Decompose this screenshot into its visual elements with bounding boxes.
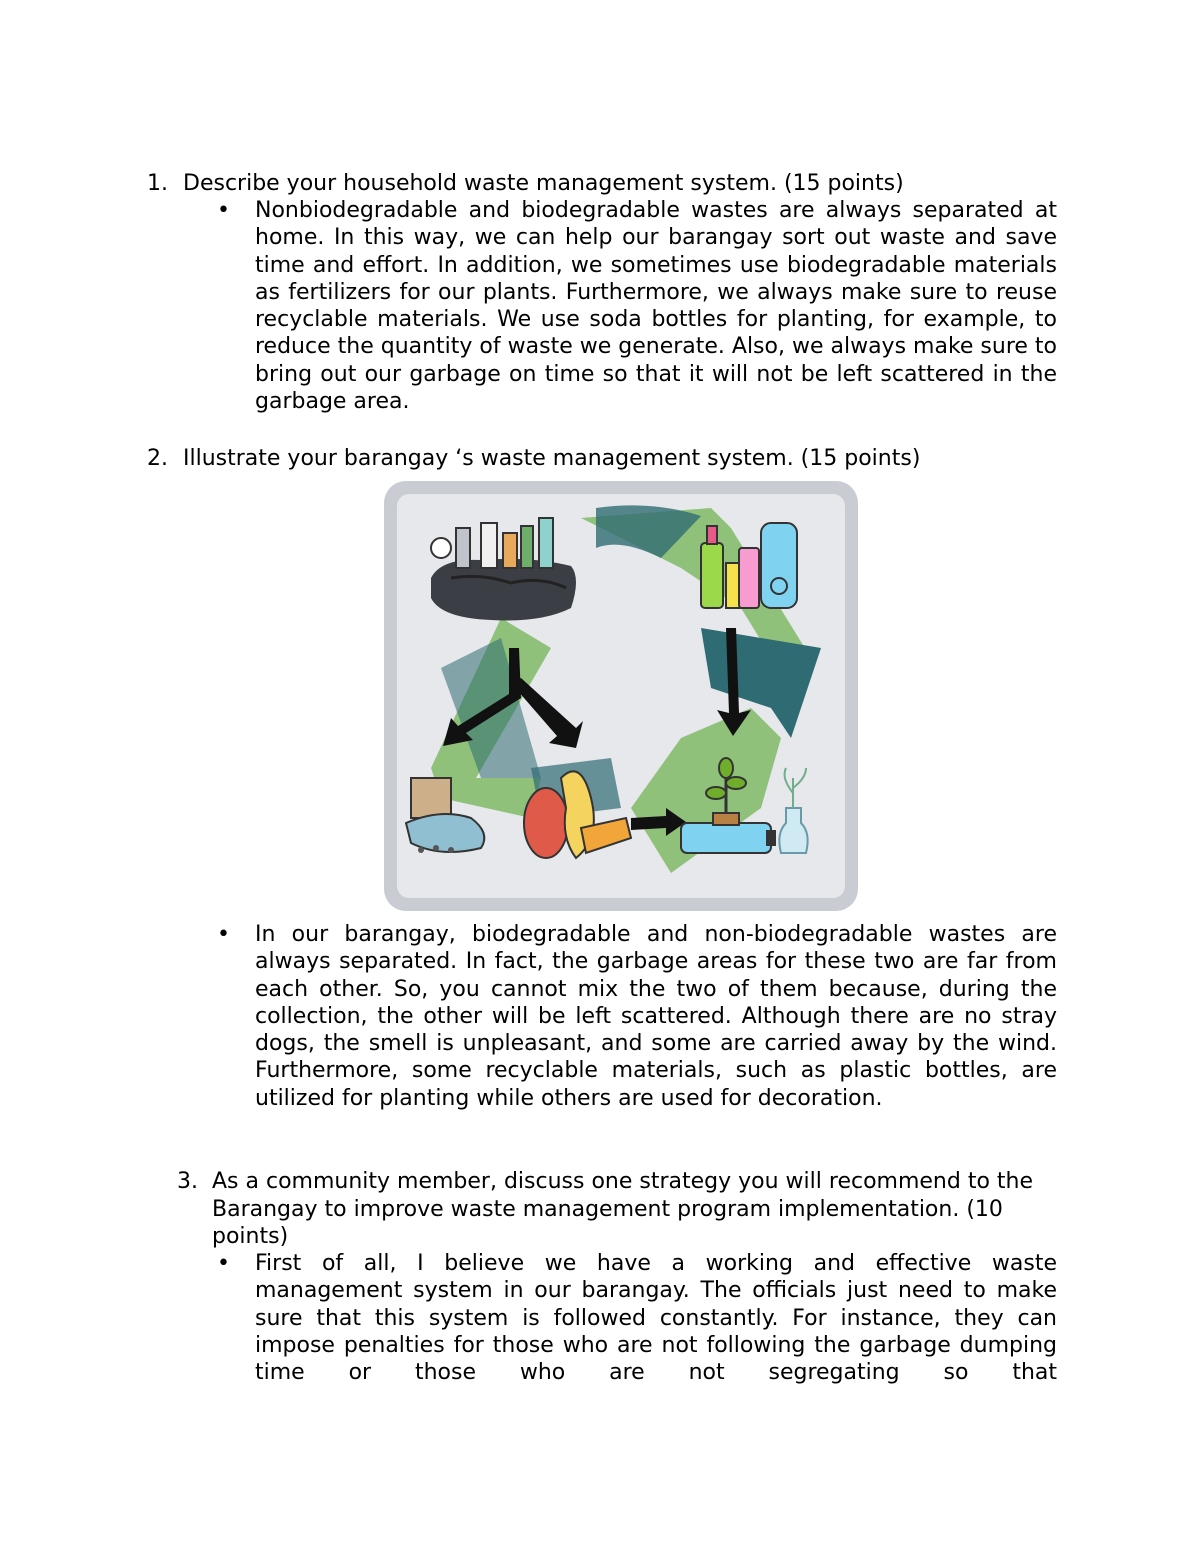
question-3-number: 3. <box>177 1169 198 1194</box>
question-2-number: 2. <box>147 446 168 471</box>
answer-2: In our barangay, biodegradable and non-biodegradable wastes are always separated. In fact, the garbage areas for these two are far from each other. So, you cannot mix the two of them because, during the collection, the other will be left scattered. Although there are no stray dogs, the smell is unpleasant, and some are carried away by the wind. Furthermore, some recyclable materials, such as plastic bottles, are utilized for planting while others are used for decoration. <box>255 922 1057 1111</box>
question-3-prompt: As a community member, discuss one strategy you will recommend to the Barangay to improve waste management program implementation. (10 points) <box>212 1169 1034 1249</box>
bullet-icon: • <box>217 922 230 947</box>
waste-management-illustration <box>381 478 861 914</box>
answer-3: First of all, I believe we have a working and effective waste management system in our barangay. The officials just need to make sure that this system is followed constantly. For instance, they can impose penalties for those who are not following the garbage dumping time or those who are not segregating so that <box>255 1251 1057 1386</box>
question-1-number: 1. <box>147 171 168 196</box>
bullet-icon: • <box>217 198 230 223</box>
recycle-diagram <box>381 478 861 914</box>
answer-1: Nonbiodegradable and biodegradable wastes are always separated at home. In this way, we can help our barangay sort out waste and save time and effort. In addition, we sometimes use biodegradable materials as fertilizers for our plants. Furthermore, we always make sure to reuse recyclable materials. We use soda bottles for planting, for example, to reduce the quantity of waste we generate. Also, we always make sure to bring out our garbage on time so that it will not be left scattered in the garbage area. <box>255 198 1058 415</box>
question-2-prompt: Illustrate your barangay ‘s waste management system. (15 points) <box>183 446 921 471</box>
question-1-prompt: Describe your household waste management system. (15 points) <box>183 171 904 196</box>
bullet-icon: • <box>217 1251 230 1276</box>
